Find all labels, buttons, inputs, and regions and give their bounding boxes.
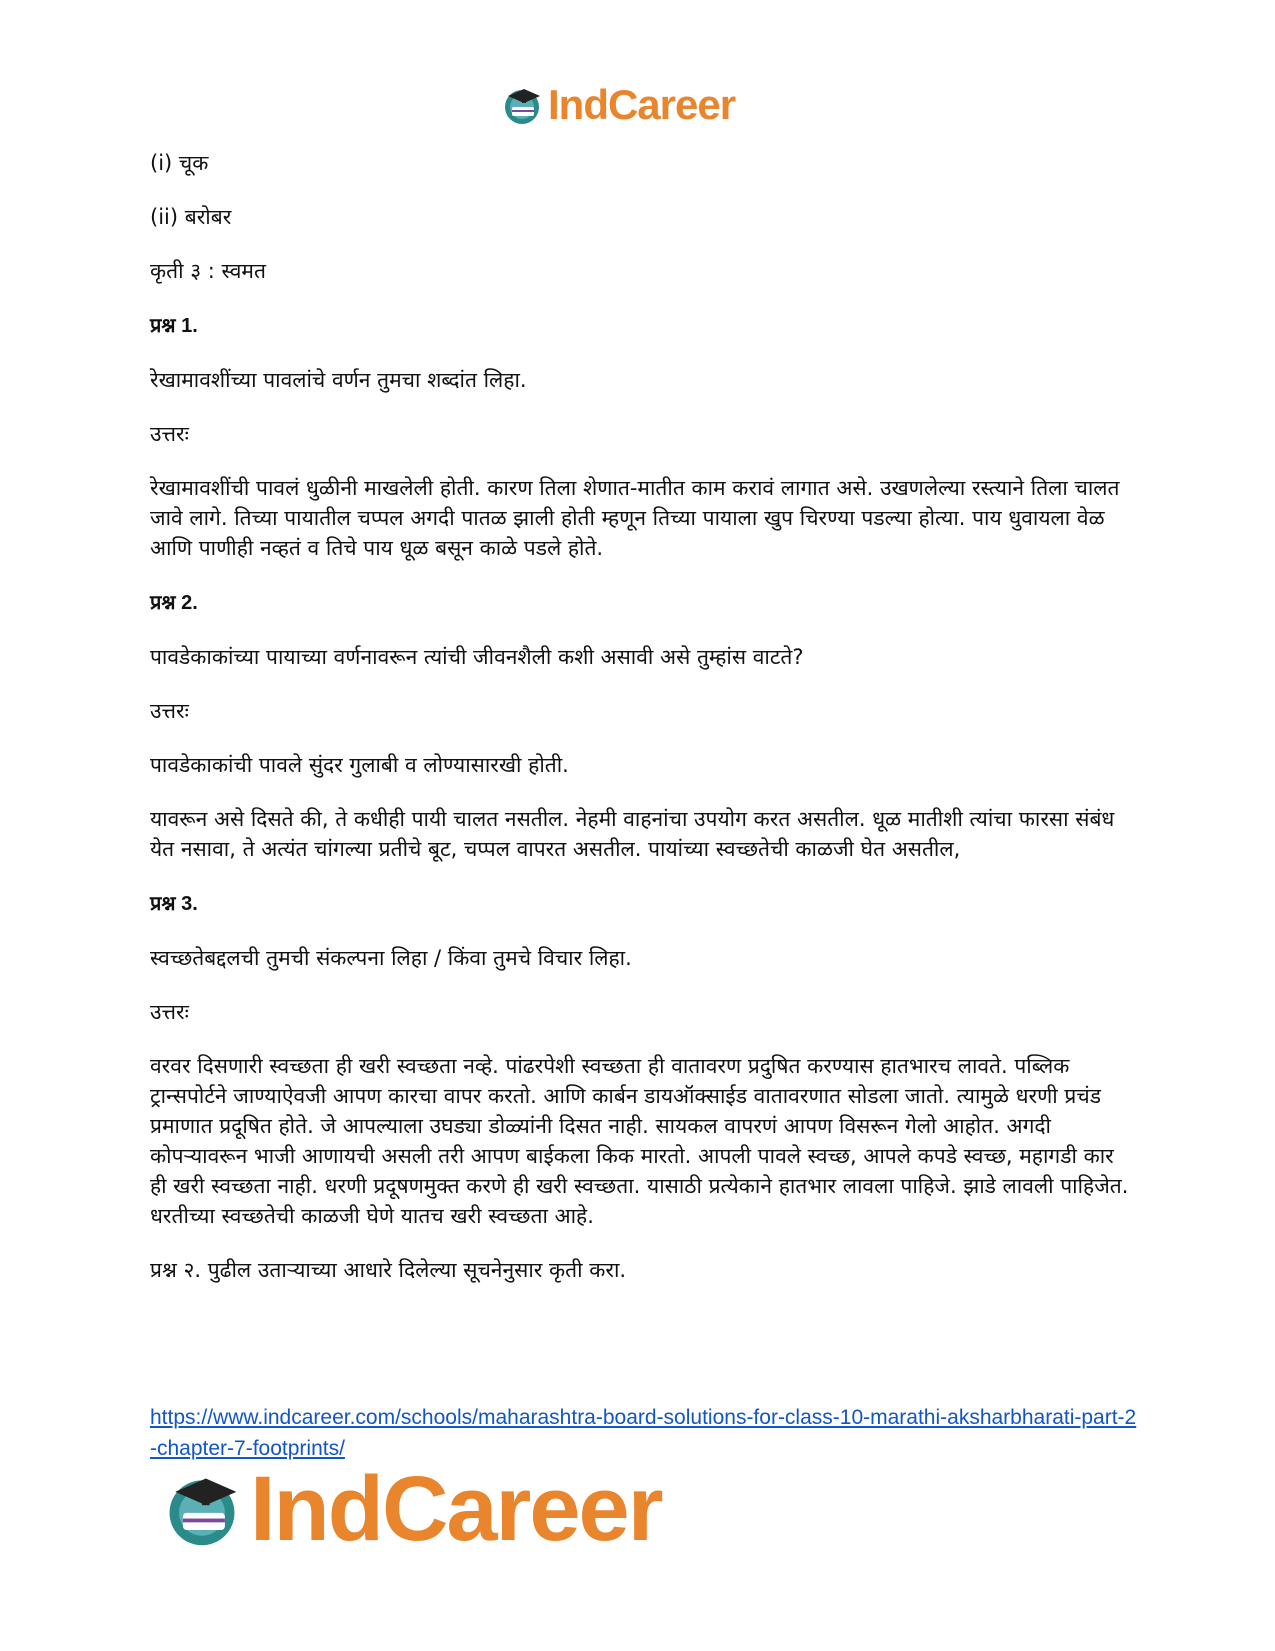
answer-3-text: वरवर दिसणारी स्वच्छता ही खरी स्वच्छता नव्हे. पांढरपेशी स्वच्छता ही वातावरण प्रदुषित करण्यास हातभारच लावते. पब्लिक ट्रान्सपोर्टने जाण्याऐवजी आपण कारचा वापर करतो. आणि कार्बन डायऑक्साईड वातावरणात सोडला जातो. त्यामुळे धरणी प्रचंड प्रमाणात प्रदूषित होते. जे आपल्याला उघड्या डोळ्यांनी दिसत नाही. सायकल वापरणं आपण विसरून गेलो आहोत. अगदी कोपऱ्यावरून भाजी आणायची असली तरी आपण बाईकला किक मारतो. आपली पावले स्वच्छ, आपले कपडे स्वच्छ, महागडी कार ही खरी स्वच्छता नाही. धरणी प्रदूषणमुक्त करणे ही खरी स्वच्छता. यासाठी प्रत्येकाने हातभार लावला पाहिजे. झाडे लावली पाहिजेत. धरतीच्या स्वच्छतेची काळजी घेणे यातच खरी स्वच्छता आहे. [150, 1054, 1129, 1228]
source-link[interactable]: https://www.indcareer.com/schools/maharashtra-board-solutions-for-class-10-marathi-aksharbharati-part-2-chapter-7-footprints/ [150, 1406, 1137, 1460]
logo-wordmark: IndCareer [250, 1458, 662, 1560]
answer-2-para-1: पावडेकाकांची पावले सुंदर गुलाबी व लोण्यासारखी होती. [150, 753, 569, 777]
document-body [150, 148, 1130, 1309]
question-1-text: रेखामावशींच्या पावलांचे वर्णन तुमचा शब्दांत लिहा. [150, 368, 527, 392]
answer-1-text: रेखामावशींची पावलं धुळीनी माखलेली होती. कारण तिला शेणात-मातीत काम करावं लागात असे. उखणलेल्या रस्त्याने तिला चालत जावे लागे. तिच्या पायातील चप्पल अगदी पातळ झाली होती म्हणून तिच्या पायाला खुप चिरण्या पडल्या होत्या. पाय धुवायला वेळ आणि पाणीही नव्हतं व तिचे पाय धूळ बसून काळे पडले होते. [150, 476, 1120, 560]
next-question: प्रश्न २. पुढील उताऱ्याच्या आधारे दिलेल्या सूचनेनुसार कृती करा. [150, 1258, 627, 1282]
question-1-label: प्रश्न 1. [150, 315, 198, 337]
question-2-text: पावडेकाकांच्या पायाच्या वर्णनावरून त्यांची जीवनशैली कशी असावी असे तुम्हांस वाटते? [150, 645, 804, 669]
option-ii: (ii) बरोबर [150, 205, 232, 229]
header-logo [500, 80, 780, 130]
graduation-cap-icon [160, 1467, 244, 1551]
answer-3-label: उत्तरः [150, 1000, 189, 1024]
option-i: (i) चूक [150, 151, 209, 175]
answer-1-label: उत्तरः [150, 422, 189, 446]
question-3-text: स्वच्छतेबद्दलची तुमची संकल्पना लिहा / किंवा तुमचे विचार लिहा. [150, 946, 632, 970]
graduation-cap-icon [500, 83, 544, 127]
question-2-label: प्रश्न 2. [150, 592, 198, 614]
answer-2-para-2: यावरून असे दिसते की, ते कधीही पायी चालत नसतील. नेहमी वाहनांचा उपयोग करत असतील. धूळ मातीशी त्यांचा फारसा संबंध येत नसावा, ते अत्यंत चांगल्या प्रतीचे बूट, चप्पल वापरत असतील. पायांच्या स्वच्छतेची काळजी घेत असतील, [150, 807, 1115, 861]
footer-logo [160, 1458, 700, 1560]
question-3-label: प्रश्न 3. [150, 893, 198, 915]
section-heading: कृती ३ : स्वमत [150, 259, 266, 283]
answer-2-label: उत्तरः [150, 699, 189, 723]
logo-wordmark: IndCareer [548, 81, 736, 128]
